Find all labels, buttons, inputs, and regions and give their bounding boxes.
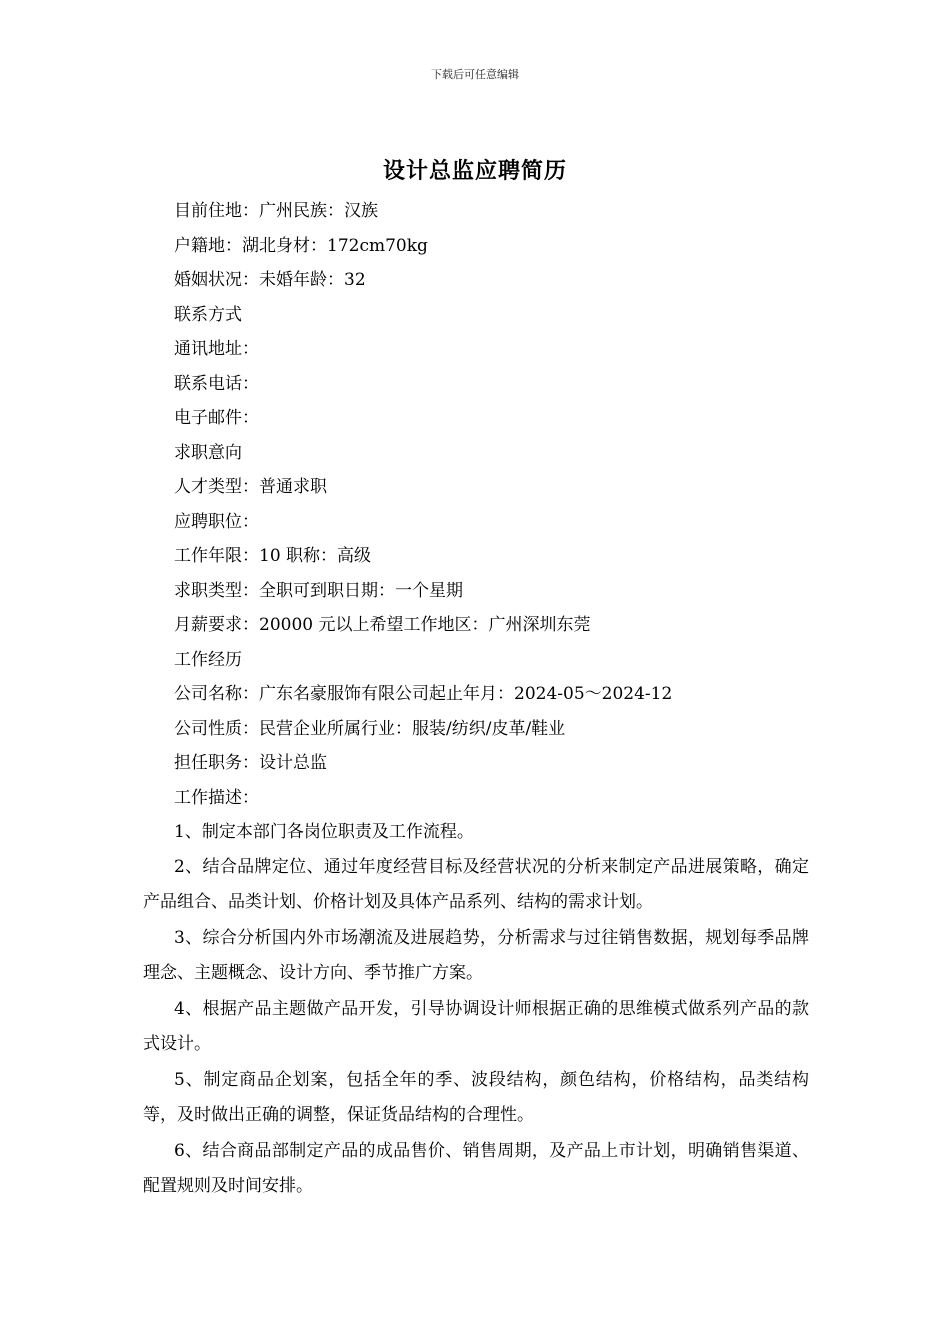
job-intent-section-heading: 求职意向 <box>174 442 242 463</box>
duty-item-3: 3、综合分析国内外市场潮流及进展趋势，分析需求与过往销售数据，规划每季品牌理念、主题概念、设计方向、季节推广方案。 <box>143 927 809 983</box>
header-note: 下载后可任意编辑 <box>431 68 519 81</box>
duty-item-2: 2、结合品牌定位、通过年度经营目标及经营状况的分析来制定产品进展策略，确定产品组合、品类计划、价格计划及具体产品系列、结构的需求计划。 <box>143 856 809 912</box>
experience-title-line: 工作年限：10 职称：高级 <box>174 546 372 566</box>
page-title: 设计总监应聘简历 <box>382 158 567 184</box>
residence-ethnicity-line: 目前住地：广州民族：汉族 <box>174 201 378 221</box>
job-type-start-line: 求职类型：全职可到职日期：一个星期 <box>174 580 463 601</box>
salary-region-line: 月薪要求：20000 元以上希望工作地区：广州深圳东莞 <box>174 615 591 635</box>
hometown-height-line: 户籍地：湖北身材：172cm70kg <box>174 235 428 256</box>
talent-type-line: 人才类型：普通求职 <box>174 477 327 497</box>
job-role-line: 担任职务：设计总监 <box>174 753 327 773</box>
work-history-section-heading: 工作经历 <box>174 649 242 670</box>
address-line: 通讯地址： <box>174 339 259 359</box>
job-description-heading: 工作描述： <box>174 787 259 808</box>
contact-section-heading: 联系方式 <box>174 304 242 325</box>
email-line: 电子邮件： <box>174 408 259 428</box>
duty-item-1: 1、制定本部门各岗位职责及工作流程。 <box>174 822 474 842</box>
company-nature-line: 公司性质：民营企业所属行业：服装/纺织/皮革/鞋业 <box>174 718 566 739</box>
duty-item-4: 4、根据产品主题做产品开发，引导协调设计师根据正确的思维模式做系列产品的款式设计。 <box>143 998 809 1054</box>
applied-position-line: 应聘职位： <box>174 511 259 532</box>
resume-body <box>143 194 809 1205</box>
duty-item-5: 5、制定商品企划案，包括全年的季、波段结构，颜色结构，价格结构，品类结构等，及时做出正确的调整，保证货品结构的合理性。 <box>143 1069 809 1125</box>
phone-line: 联系电话： <box>174 373 259 394</box>
company-name-line: 公司名称：广东名豪服饰有限公司起止年月：2024-05～2024-12 <box>174 684 673 704</box>
marital-age-line: 婚姻状况：未婚年龄：32 <box>174 270 366 290</box>
duty-item-6: 6、结合商品部制定产品的成品售价、销售周期，及产品上市计划，明确销售渠道、配置规则及时间安排。 <box>143 1140 809 1196</box>
